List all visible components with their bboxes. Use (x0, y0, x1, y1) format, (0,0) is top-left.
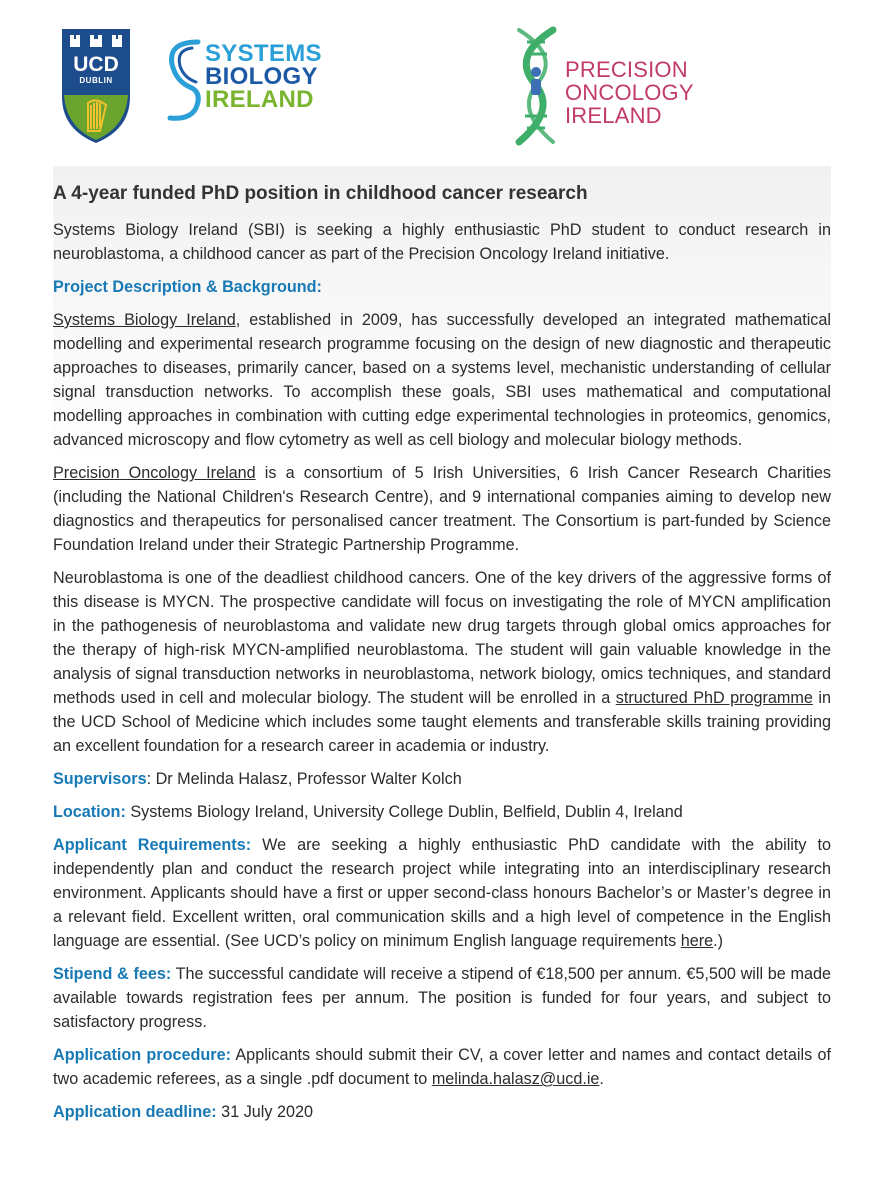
sbi-logo-line2: BIOLOGY (205, 63, 318, 91)
stipend-label: Stipend & fees: (53, 965, 172, 983)
stipend-text: The successful candidate will receive a stipend of €18,500 per annum. €5,500 will be made available towards registration fees per annum. The position is funded for four years, and subject to satisfactory progress. (53, 965, 831, 1031)
sbi-paragraph-text: , established in 2009, has successfully developed an integrated mathematical modelling and experimental research programme focusing on the design of new diagnostic and therapeutic approaches to diseases, primarily cancer, based on a systems level, mechanistic understanding of cellular signal transduction networks. To accomplish these goals, SBI uses mathematical and computational modelling approaches in combination with cutting edge experimental technologies in proteomics, genomics, advanced microscopy and flow cytometry as well as cell biology and molecular biology methods. (53, 311, 831, 449)
deadline-text: 31 July 2020 (216, 1103, 313, 1121)
requirements-text: We are seeking a highly enthusiastic PhD candidate with the ability to independently plan and conduct the research project while integrating into an interdisciplinary research environment. Applicants should have a first or upper second-class honours Bachelor’s or Master’s degree in a relevant field. Excellent written, oral communication skills and a high level of competence in the English language are essential. (See UCD’s policy on minimum English language requirements (53, 836, 831, 950)
poi-logo-line2: ONCOLOGY (565, 80, 694, 106)
sbi-logo-line3: IRELAND (205, 86, 314, 114)
sbi-logo-text (205, 40, 322, 114)
supervisors-text: : Dr Melinda Halasz, Professor Walter Kolch (146, 770, 462, 788)
phd-programme-link[interactable]: structured PhD programme (615, 689, 813, 707)
sbi-paragraph (53, 308, 831, 452)
project-heading: Project Description & Background: (53, 278, 322, 296)
poi-logo-line3: IRELAND (565, 103, 662, 129)
poi-logo-line1: PRECISION (565, 57, 688, 82)
neuro-text-after: in the UCD School of Medicine which includes some taught elements and transferable skills training providing an excellent foundation for a research career in academia or industry. (53, 689, 831, 755)
requirements-label: Applicant Requirements: (53, 836, 252, 854)
supervisors-paragraph (53, 767, 831, 791)
deadline-label: Application deadline: (53, 1103, 217, 1121)
ucd-logo-text: UCD (73, 53, 119, 76)
sbi-link[interactable]: Systems Biology Ireland (53, 311, 236, 329)
poi-logo-text (565, 58, 694, 127)
requirements-text-after: .) (713, 932, 724, 950)
procedure-text-after: . (599, 1070, 604, 1088)
document-body (53, 166, 831, 1200)
page-title: A 4-year funded PhD position in childhood cancer research (53, 183, 588, 204)
procedure-label: Application procedure: (53, 1046, 231, 1064)
neuroblastoma-paragraph (53, 566, 831, 758)
requirements-paragraph (53, 833, 831, 953)
location-label: Location: (53, 803, 126, 821)
english-policy-link[interactable]: here (680, 932, 714, 950)
sbi-swirl-logo (162, 36, 204, 122)
ucd-crest-logo (60, 27, 132, 145)
location-text: Systems Biology Ireland, University College Dublin, Belfield, Dublin 4, Ireland (125, 803, 683, 821)
stipend-paragraph (53, 962, 831, 1034)
poi-dna-logo (505, 26, 567, 146)
logo-header (0, 0, 881, 160)
supervisors-label: Supervisors (53, 770, 147, 788)
procedure-paragraph (53, 1043, 831, 1091)
ucd-logo-subtext: DUBLIN (79, 76, 113, 85)
poi-paragraph (53, 461, 831, 557)
procedure-text: Applicants should submit their CV, a cover letter and names and contact details of two academic referees, as a single .pdf document to (53, 1046, 831, 1088)
poi-link[interactable]: Precision Oncology Ireland (53, 464, 256, 482)
poi-paragraph-text: is a consortium of 5 Irish Universities, 6 Irish Cancer Research Charities (including the National Children's Research Centre), and 9 international companies aiming to develop new diagnostics and therapeutics for personalised cancer treatment. The Consortium is part-funded by Science Foundation Ireland under their Strategic Partnership Programme. (53, 464, 832, 554)
location-paragraph (53, 800, 831, 824)
deadline-paragraph (53, 1100, 831, 1124)
neuro-text-before: Neuroblastoma is one of the deadliest childhood cancers. One of the key drivers of the aggressive forms of this disease is MYCN. The prospective candidate will focus on investigating the role of MYCN amplification in the pathogenesis of neuroblastoma and validate new drug targets through global omics approaches for the therapy of high-risk MYCN-amplified neuroblastoma. The student will gain valuable knowledge in the analysis of signal transduction networks in neuroblastoma, network biology, omics techniques, and standard methods used in cell and molecular biology. The student will be enrolled in a (53, 569, 831, 707)
email-link[interactable]: melinda.halasz@ucd.ie (431, 1070, 600, 1088)
sbi-logo-line1: SYSTEMS (205, 40, 322, 67)
intro-paragraph: Systems Biology Ireland (SBI) is seeking a highly enthusiastic PhD student to conduct research in neuroblastoma, a childhood cancer as part of the Precision Oncology Ireland initiative. (53, 221, 831, 263)
